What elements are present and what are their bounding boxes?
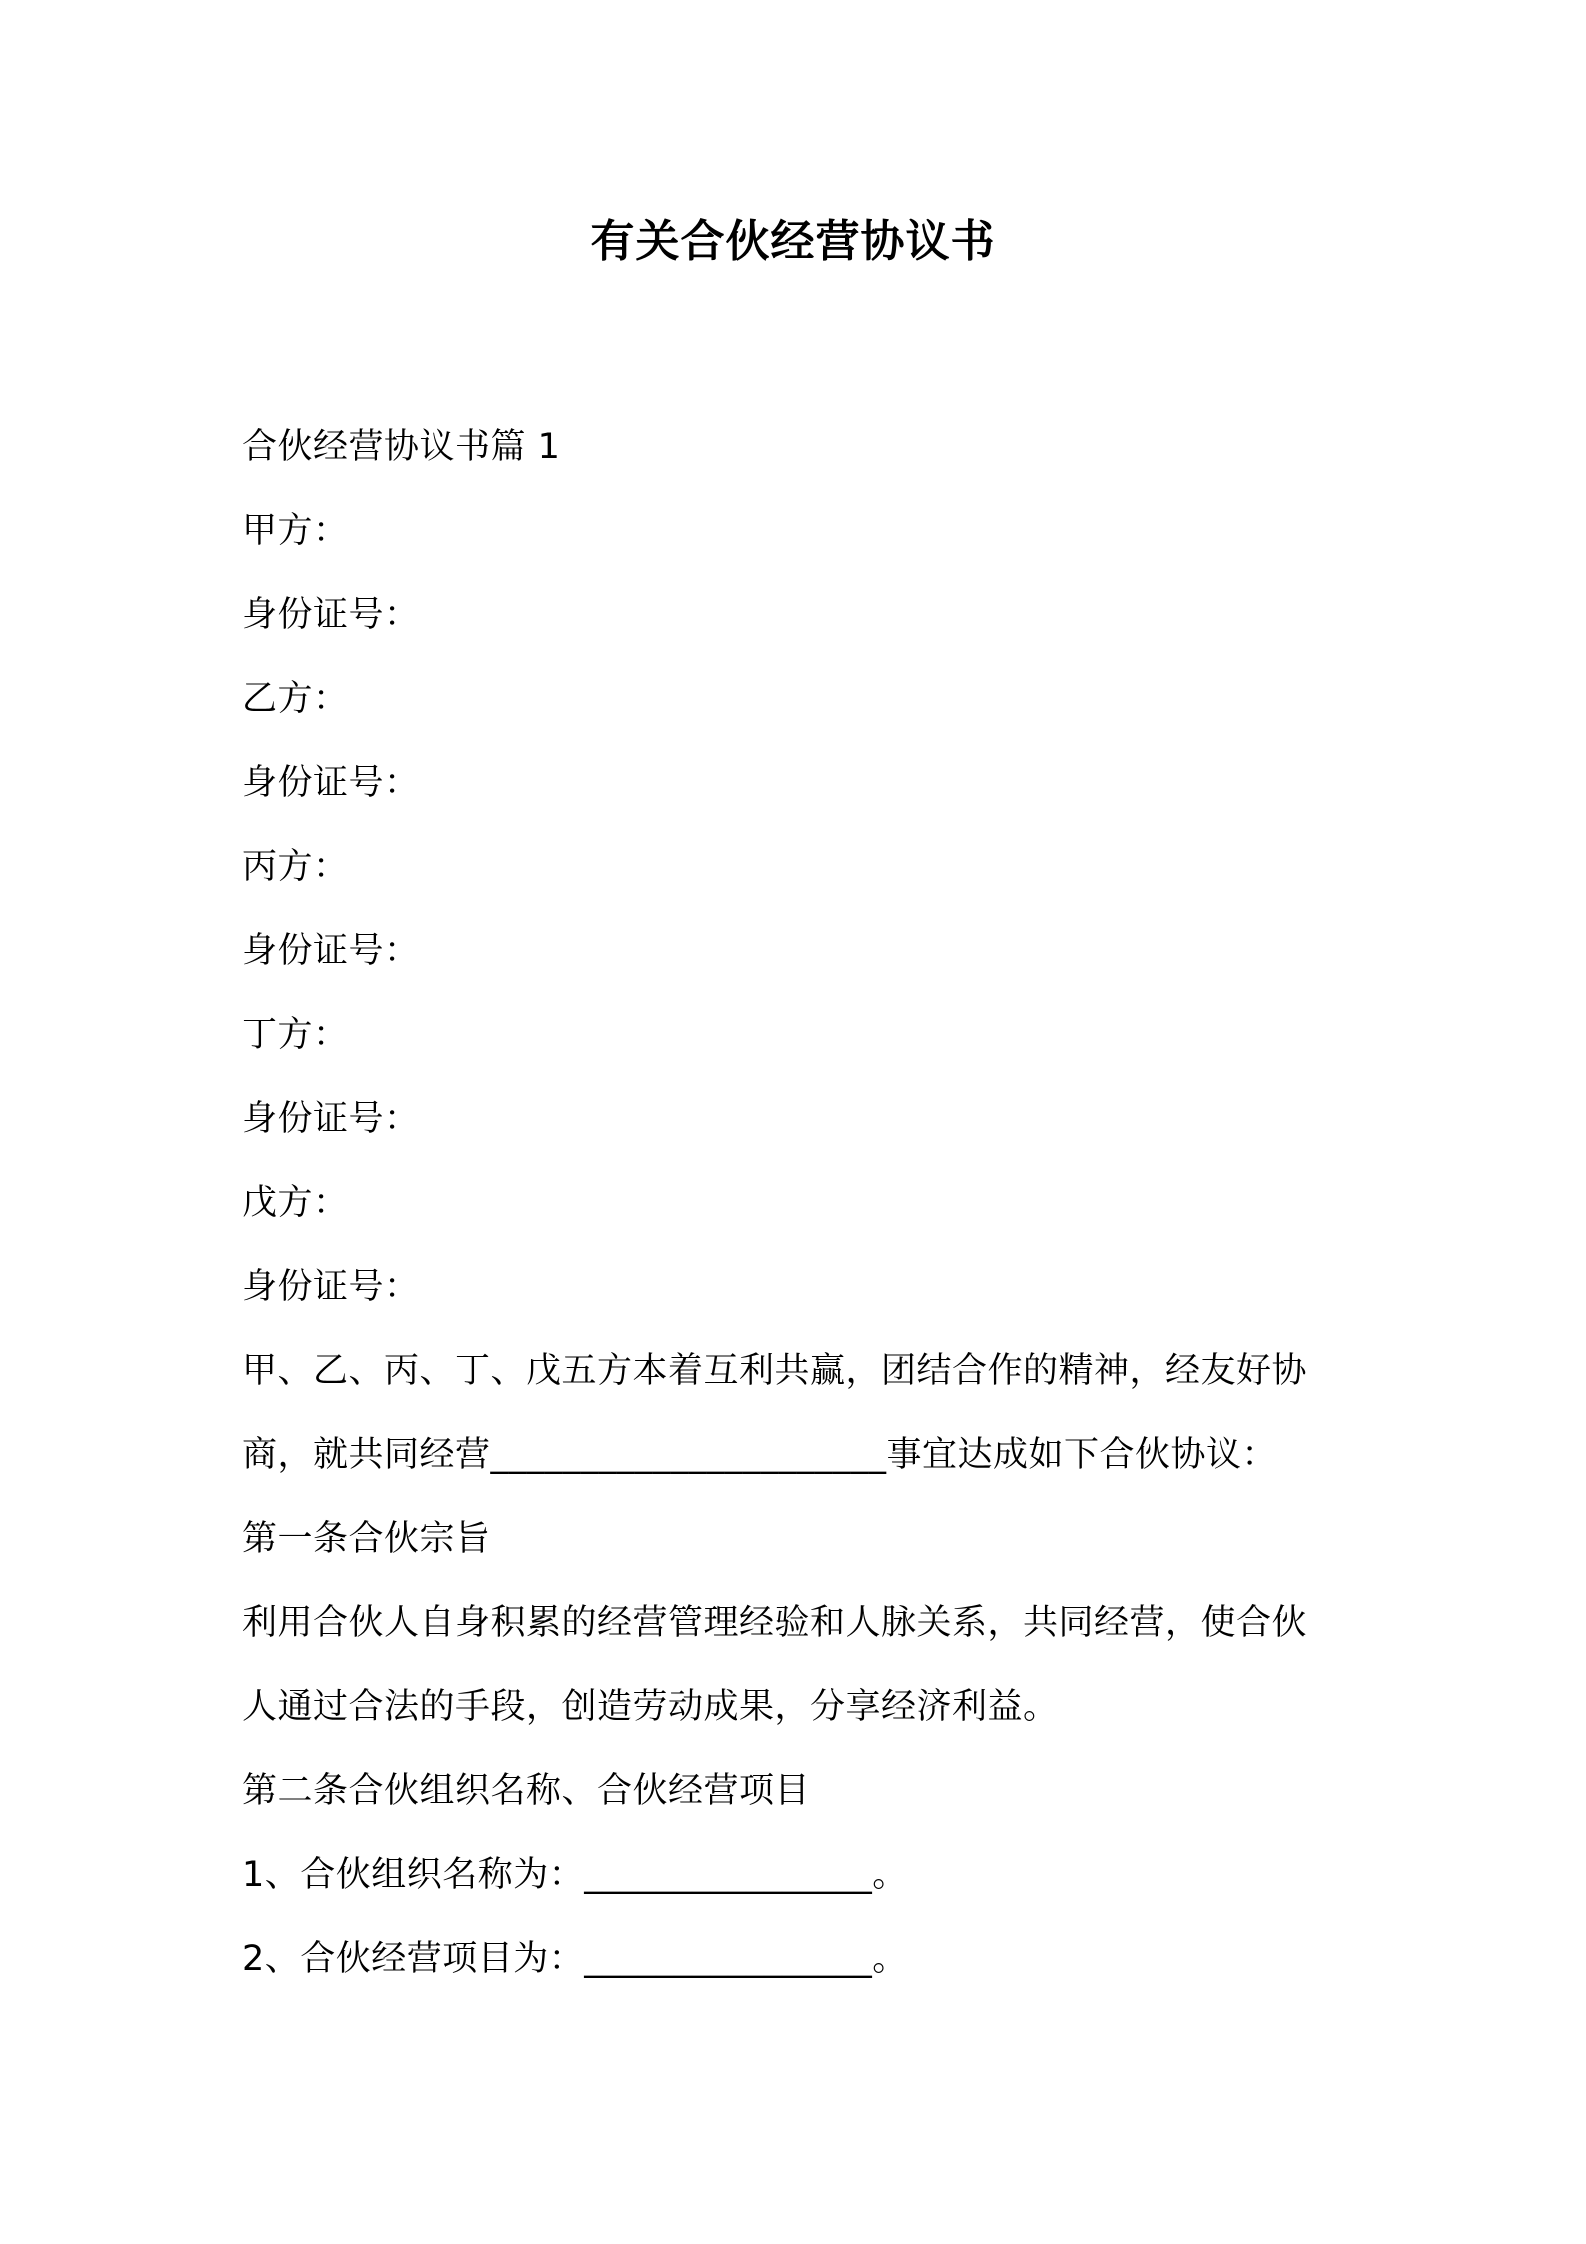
article-2-item-1: 1、合伙组织名称为：________________。 — [242, 1855, 908, 1895]
party-e-label: 戊方： — [242, 1183, 349, 1223]
article-1-text-line-1: 利用合伙人自身积累的经营管理经验和人脉关系，共同经营，使合伙 — [242, 1603, 1308, 1643]
document-body — [242, 405, 1362, 2001]
party-c-id-label: 身份证号： — [242, 931, 420, 971]
party-e-id-label: 身份证号： — [242, 1267, 420, 1307]
party-d-label: 丁方： — [242, 1015, 349, 1055]
document-title: 有关合伙经营协议书 — [590, 216, 996, 267]
preamble-line-2: 商，就共同经营______________________事宜达成如下合伙协议： — [242, 1435, 1278, 1475]
party-b-id-label: 身份证号： — [242, 763, 420, 803]
party-c-label: 丙方： — [242, 847, 349, 887]
article-1-text-line-2: 人通过合法的手段，创造劳动成果，分享经济利益。 — [242, 1687, 1059, 1727]
party-d-id-label: 身份证号： — [242, 1099, 420, 1139]
party-a-id-label: 身份证号： — [242, 595, 420, 635]
party-b-label: 乙方： — [242, 679, 349, 719]
party-a-label: 甲方： — [242, 511, 349, 551]
preamble-line-1: 甲、乙、丙、丁、戊五方本着互利共赢，团结合作的精神，经友好协 — [242, 1351, 1308, 1391]
article-1-heading: 第一条合伙宗旨 — [242, 1519, 491, 1559]
article-2-heading: 第二条合伙组织名称、合伙经营项目 — [242, 1771, 811, 1811]
article-2-item-2: 2、合伙经营项目为：________________。 — [242, 1939, 908, 1979]
section-heading: 合伙经营协议书篇 1 — [242, 427, 561, 467]
